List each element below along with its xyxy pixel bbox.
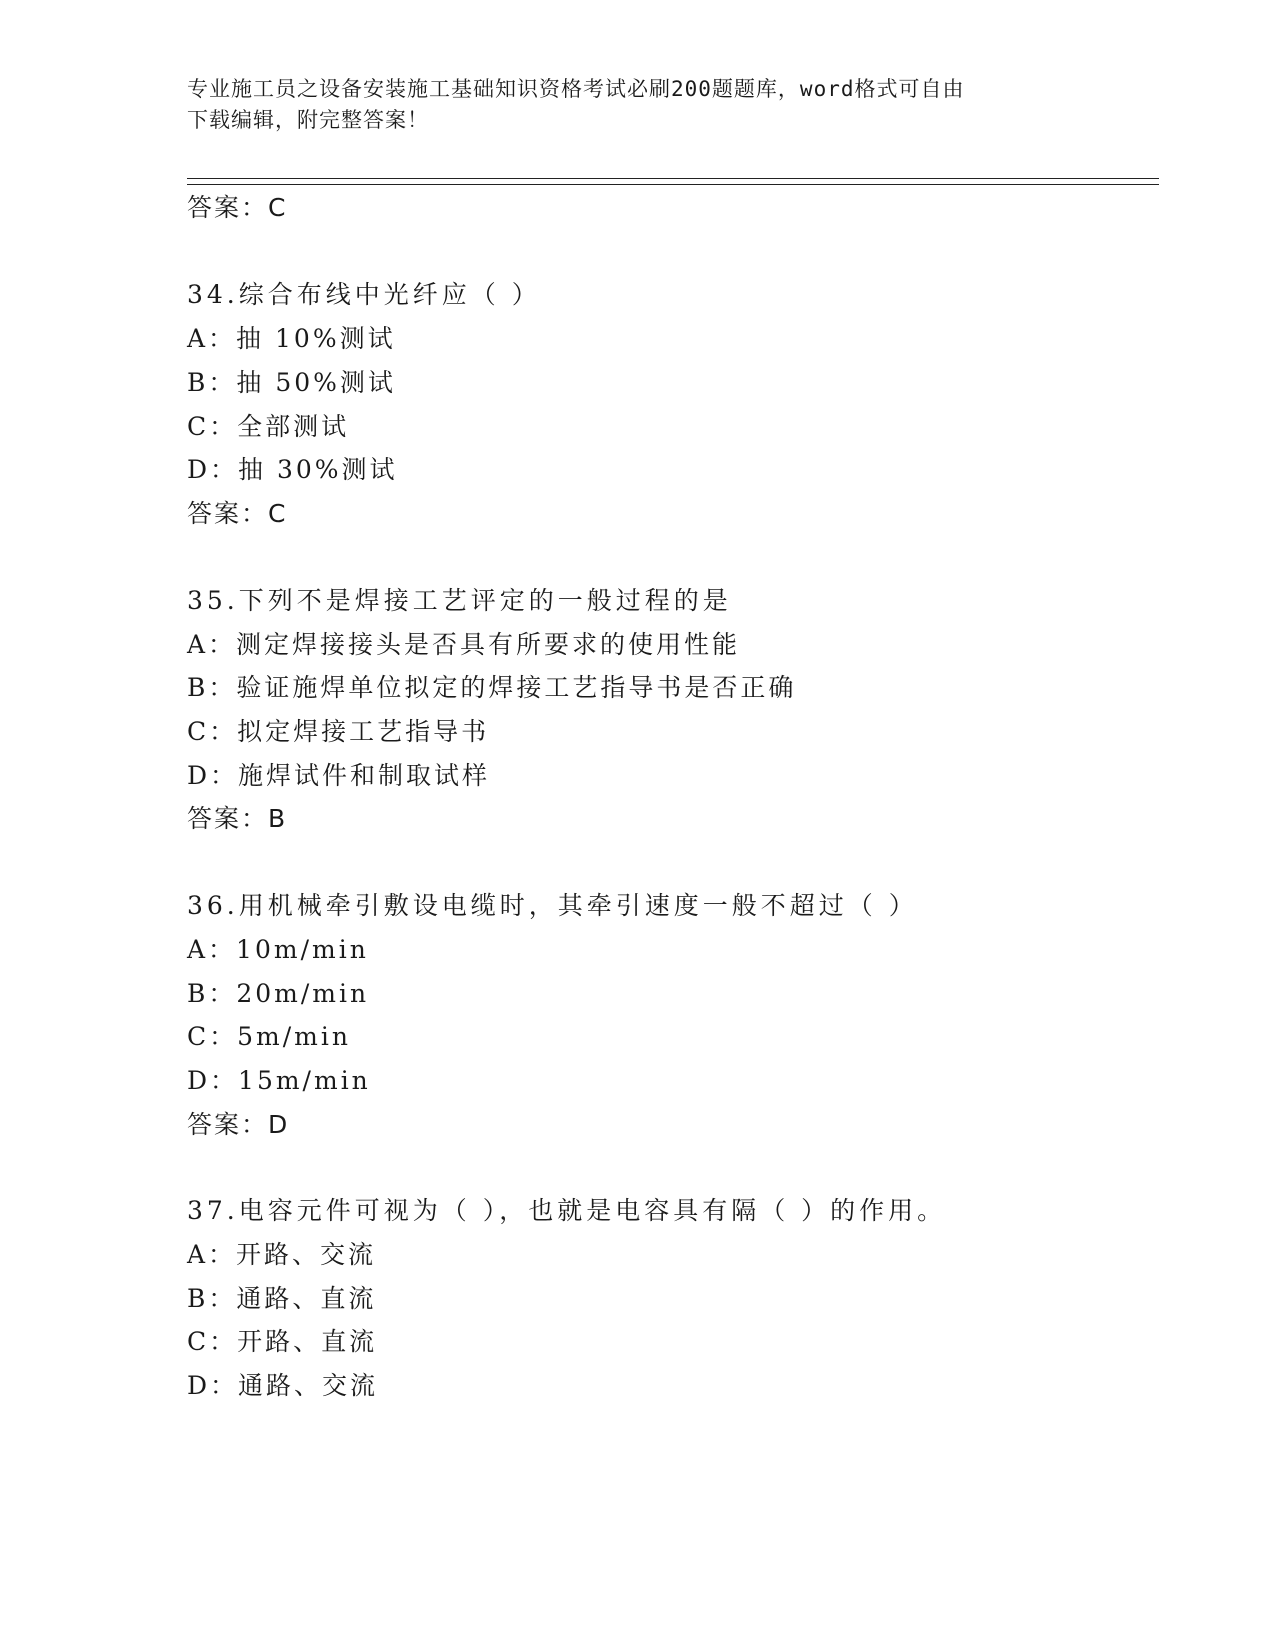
option-34-c: C：全部测试 [187, 412, 350, 441]
option-35-c: C：拟定焊接工艺指导书 [187, 717, 490, 746]
answer-line: 答案：C [187, 193, 288, 222]
option-36-b: B：20m/min [187, 979, 370, 1008]
header-divider-top [187, 178, 1159, 179]
question-stem-37: 37.电容元件可视为（ ），也就是电容具有隔（ ）的作用。 [187, 1196, 947, 1225]
option-37-b: B：通路、直流 [187, 1284, 377, 1313]
option-37-a: A：开路、交流 [187, 1240, 377, 1269]
answer-34: 答案：C [187, 499, 288, 528]
option-37-d: D：通路、交流 [187, 1371, 379, 1400]
option-34-a: A：抽 10%测试 [187, 324, 396, 353]
option-35-a: A：测定焊接接头是否具有所要求的使用性能 [187, 630, 741, 659]
option-34-b: B：抽 50%测试 [187, 368, 396, 397]
question-stem-34: 34.综合布线中光纤应（ ） [187, 280, 541, 309]
option-34-d: D：抽 30%测试 [187, 455, 398, 484]
document-header [187, 74, 1067, 136]
option-36-d: D：15m/min [187, 1066, 371, 1095]
option-36-a: A：10m/min [187, 935, 369, 964]
question-stem-35: 35.下列不是焊接工艺评定的一般过程的是 [187, 586, 732, 615]
header-line-1: 专业施工员之设备安装施工基础知识资格考试必刷200题题库，word格式可自由 [187, 77, 965, 101]
option-37-c: C：开路、直流 [187, 1327, 378, 1356]
header-divider-bottom [187, 184, 1159, 185]
answer-35: 答案：B [187, 804, 288, 833]
question-stem-36: 36.用机械牵引敷设电缆时，其牵引速度一般不超过（ ） [187, 891, 918, 920]
header-line-2: 下载编辑，附完整答案！ [187, 108, 429, 132]
option-36-c: C：5m/min [187, 1022, 351, 1051]
option-35-d: D：施焊试件和制取试样 [187, 761, 491, 790]
option-35-b: B：验证施焊单位拟定的焊接工艺指导书是否正确 [187, 673, 797, 702]
answer-36: 答案：D [187, 1110, 290, 1139]
